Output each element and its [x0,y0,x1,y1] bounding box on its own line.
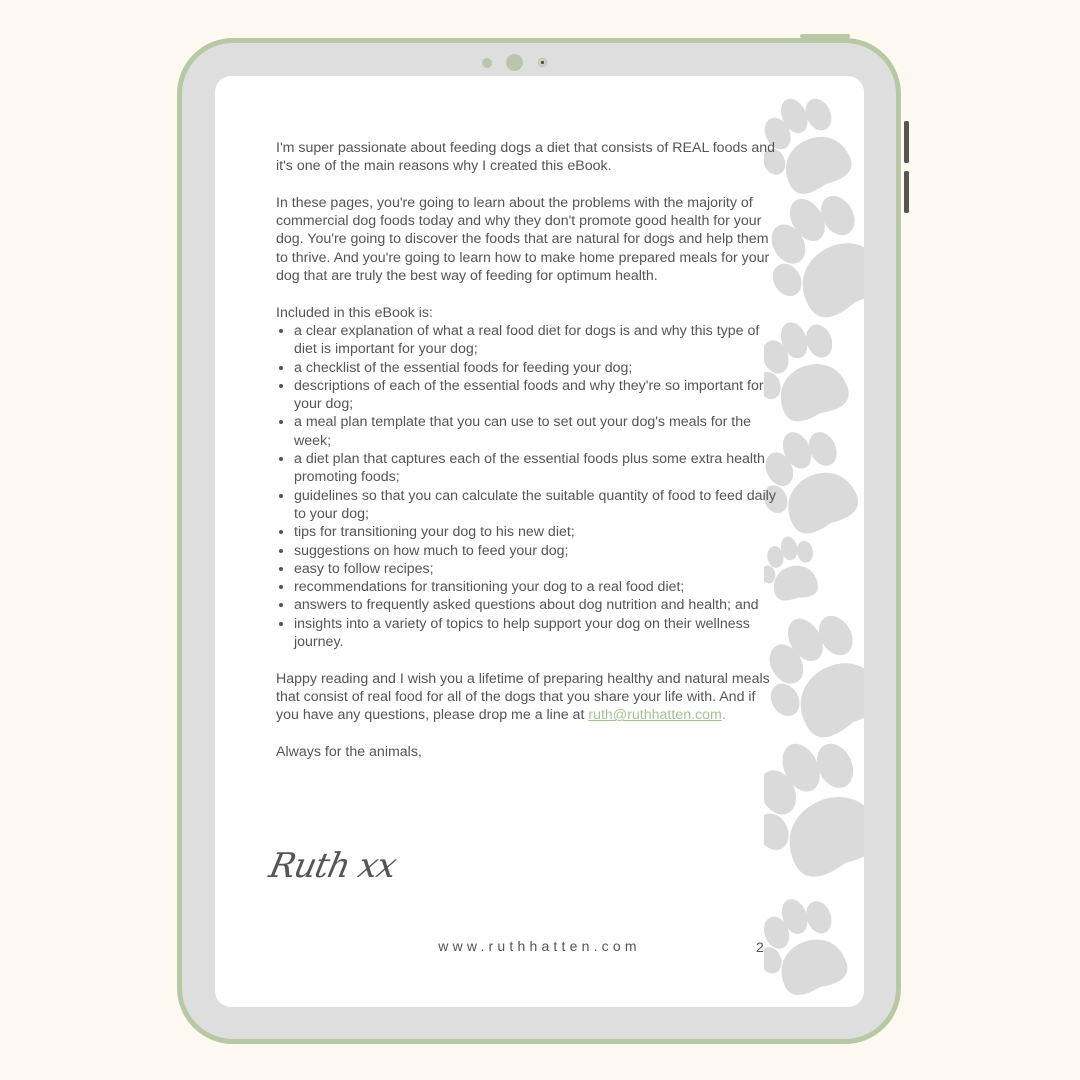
closing-paragraph [276,670,776,725]
list-item: • a meal plan template that you can use to set out your dog's meals for the week; [294,413,776,450]
paw-print-icon [764,417,864,546]
tablet-volume-down-button [904,171,909,213]
signature: Ruth xx [265,846,400,886]
list-item: • guidelines so that you can calculate the suitable quantity of food to feed daily to your dog; [294,487,776,524]
page-content [276,139,776,779]
list-item: • insights into a variety of topics to help support your dog on their wellness journey. [294,615,776,652]
list-item: • answers to frequently asked questions about dog nutrition and health; and [294,596,776,614]
paw-print-icon [764,178,864,334]
list-item: • a clear explanation of what a real food diet for dogs is and why this type of diet is important for your dog; [294,322,776,359]
paw-print-icon [764,598,864,754]
included-list [276,322,776,651]
signoff-text: Always for the animals, [276,743,422,760]
email-suffix: . [721,707,726,724]
list-item: • easy to follow recipes; [294,560,776,578]
ebook-page [215,76,864,1007]
closing-text: Happy reading and I wish you a lifetime of preparing healthy and natural meals that consist of real food for all of the dogs that you share your life with. And if you have any questions, please drop me a line at [276,670,770,724]
list-item: • descriptions of each of the essential foods and why they're so important for your dog; [294,377,776,414]
tablet-volume-up-button [904,121,909,163]
list-item: • tips for transitioning your dog to his new diet; [294,523,776,541]
paw-print-icon [764,724,864,893]
list-item: • a diet plan that captures each of the essential foods plus some extra health promoting foods; [294,450,776,487]
paw-print-icon [764,311,855,432]
intro-paragraph: In these pages, you're going to learn about the problems with the majority of commercial dog foods today and why they don't promote good health for your dog. You're going to discover the foods that are natural for dogs and help them to thrive. And you're going to learn how to make home prepared meals for your dog that are truly the best way of feeding for optimum health. [276,194,770,285]
camera-sensor-right [538,58,547,67]
email-link[interactable]: ruth@ruthhatten.com [588,707,722,724]
tablet-frame [177,38,901,1044]
camera-sensor-left [482,58,492,68]
list-item: • suggestions on how much to feed your dog; [294,542,776,560]
list-item: • recommendations for transitioning your dog to a real food diet; [294,578,776,596]
intro-paragraph: I'm super passionate about feeding dogs a diet that consists of REAL foods and it's one of the main reasons why I created this eBook. [276,140,776,175]
paw-print-border [764,76,864,1007]
paw-print-icon [764,85,858,206]
footer-website-link[interactable]: www.ruthhatten.com [438,938,641,954]
page-number: 2 [756,939,764,955]
included-heading: Included in this eBook is: [276,304,433,321]
list-item: • a checklist of the essential foods for feeding your dog; [294,359,776,377]
camera-lens [506,54,523,71]
